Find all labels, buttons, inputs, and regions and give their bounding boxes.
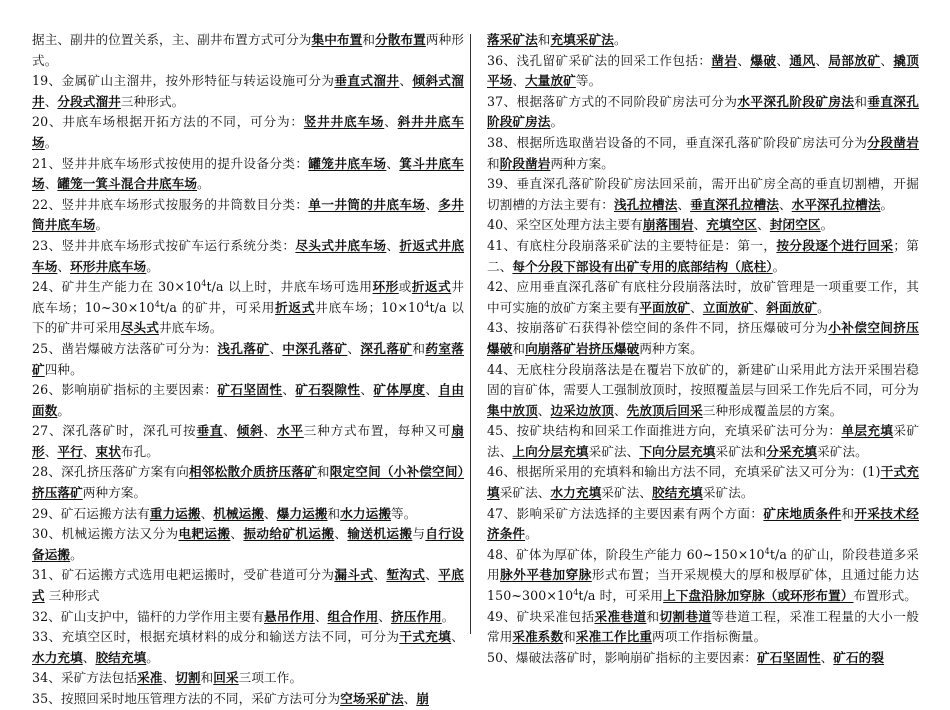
question-text: 。	[44, 134, 58, 150]
question-text: 和	[362, 32, 376, 47]
question-text: 采矿法、	[499, 485, 551, 501]
answer-text: 重力运搬	[149, 505, 201, 521]
answer-text: 矿石坚固性	[757, 649, 821, 665]
answer-text: 水力充填	[32, 649, 83, 665]
answer-text: 倾斜式溜井	[32, 73, 464, 109]
question-text: 三种形式	[44, 588, 100, 604]
question-item	[32, 524, 464, 565]
answer-text: 环形	[372, 279, 399, 295]
question-text: 。	[146, 258, 159, 274]
answer-text: 尽头式	[120, 320, 159, 336]
question-text: 。	[613, 32, 627, 47]
question-text: 32、矿山支护中，锚杆的力学作用主要有	[32, 608, 265, 624]
question-text: 据主、副井的位置关系，主、副井布置方式可分为	[32, 32, 312, 47]
question-item	[487, 51, 919, 92]
question-text: 和	[327, 505, 341, 521]
column-divider	[470, 34, 471, 634]
question-text: 、	[44, 93, 58, 109]
answer-text: 爆力运搬	[276, 505, 328, 521]
question-text: 或	[398, 279, 412, 295]
question-text: 34、采矿方法包括	[32, 670, 138, 686]
question-text: 、	[820, 649, 834, 665]
answer-text: 通风	[789, 52, 816, 68]
question-text: 。	[57, 402, 71, 418]
answer-text: 采准工作比重	[575, 629, 653, 645]
answer-text: 上向分层充填	[512, 443, 589, 459]
answer-text: 局部放矿	[828, 52, 881, 68]
question-item	[32, 154, 464, 195]
question-text: 41、有底柱分段崩落采矿法的主要特征是：第一，	[487, 237, 777, 253]
answer-text: 下向分层充填	[639, 443, 716, 459]
question-item	[487, 215, 919, 236]
question-text: 36、浅孔留矿采矿法的回采工作包括：	[487, 52, 712, 68]
question-text: 42、应用垂直深孔落矿有底柱分段崩落法时，放矿管理是一项重要工作，其中可实施的放矿方案主要有	[487, 279, 919, 315]
question-text: 、	[230, 526, 244, 542]
question-item	[32, 195, 464, 236]
question-text: 47、影响采矿方法选择的主要因素有两个方面：	[487, 505, 764, 521]
answer-text: 上下盘沿脉加穿脉（或环形布置）	[663, 588, 854, 604]
question-text: 44、无底柱分段崩落法是在覆岩下放矿的，新建矿山采用此方法开采围岩稳固的盲矿体，需要人工强制放顶时，按照覆盖层与回采工作先后不同，可分为	[487, 361, 919, 398]
answer-text: 立面放矿	[702, 299, 754, 315]
question-text: 、	[753, 299, 767, 315]
question-text: 和	[412, 340, 426, 356]
answer-text: 束状	[95, 443, 121, 459]
question-item	[487, 133, 919, 174]
question-text: 布孔。	[120, 443, 159, 459]
left-column	[32, 30, 464, 710]
answer-text: 向崩落矿岩挤压爆破	[525, 340, 640, 356]
answer-text: 竖井井底车场	[303, 114, 385, 130]
superscript: 4	[573, 587, 579, 597]
question-item	[487, 462, 919, 503]
question-item	[487, 236, 919, 277]
question-text: 与	[412, 526, 426, 542]
answer-text: 折返式井底车场	[32, 237, 465, 274]
question-text: 。	[70, 546, 83, 562]
question-text: 、	[425, 196, 439, 212]
question-item	[487, 607, 919, 648]
superscript: 4	[154, 299, 160, 309]
answer-text: 垂直式溜井	[334, 73, 400, 89]
answer-text: 阶段凿岩	[499, 155, 551, 171]
question-text: 三种形式。	[120, 93, 185, 109]
question-item	[487, 545, 919, 607]
question-text: t/a 的矿井，可采用	[159, 299, 276, 315]
answer-text: 充填空区	[706, 217, 758, 233]
answer-text: 折返式	[411, 279, 452, 295]
question-text: 井底车场；10×10	[315, 299, 425, 315]
answer-text: 空场采矿法	[340, 691, 404, 706]
question-text: 和	[487, 155, 500, 171]
superscript: 4	[201, 278, 207, 288]
question-text: 25、凿岩爆破方法落矿可分为：	[32, 340, 218, 356]
question-text: 、	[263, 423, 277, 439]
question-item	[32, 339, 464, 380]
answer-text: 挤压作用	[391, 608, 442, 624]
answer-text: 大量放矿	[525, 73, 576, 89]
question-text: 38、根据所选取凿岩设备的不同，垂直深孔落矿阶段矿房法可分为	[487, 134, 868, 150]
question-item	[32, 689, 464, 710]
answer-text: 采准系数	[512, 629, 564, 645]
question-text: 、	[737, 52, 751, 68]
question-text: t/a 的矿山，阶段巷道多采用	[487, 546, 919, 583]
question-text: 、	[334, 526, 348, 542]
answer-text: 罐笼井底车场	[308, 155, 387, 171]
answer-text: 小补偿空间挤压爆破	[487, 320, 919, 356]
answer-text: 水平	[276, 423, 304, 439]
question-text: 三种形成覆盖层的方案。	[702, 402, 843, 418]
question-item	[487, 421, 919, 462]
answer-text: 集中布置	[311, 32, 363, 47]
question-text: 。	[820, 217, 834, 233]
question-text: 、	[384, 114, 398, 130]
answer-text: 按分段逐个进行回采	[776, 237, 894, 253]
question-text: 两种形式。	[32, 32, 464, 68]
question-text: 、	[613, 402, 627, 418]
question-text: 、	[200, 505, 214, 521]
question-text: 三种方式布置，每种又可	[303, 423, 452, 439]
question-text: 和	[646, 608, 660, 624]
question-text: 采矿法。	[702, 485, 754, 501]
answer-text: 矿体厚度	[373, 382, 426, 398]
question-text: 、	[690, 299, 703, 315]
question-text: 和	[316, 464, 330, 480]
question-text: 三项工作。	[238, 670, 303, 686]
question-text: 、	[403, 691, 417, 706]
question-text: 35、按照回采时地压管理方法的不同，采矿方法可分为	[32, 691, 341, 706]
question-text: 形式布置；当开采规模大的厚和极厚矿体，且通过能力达 150~300×10	[487, 567, 920, 604]
answer-text: 平面放矿	[639, 299, 691, 315]
answer-text: 矿石裂隙性	[295, 382, 361, 398]
answer-text: 漏斗式	[334, 567, 374, 583]
question-text: 43、按崩落矿石获得补偿空间的条件不同，挤压爆破可分为	[487, 320, 829, 336]
question-text: t/a 以下的矿井可采用	[32, 299, 465, 336]
question-text: 、	[378, 608, 391, 624]
answer-text: 浅孔拉槽法	[613, 196, 678, 212]
answer-text: 罐笼一箕斗混合井底车场	[57, 176, 198, 192]
answer-text: 凿岩	[711, 52, 738, 68]
question-item	[32, 380, 464, 421]
answer-text: 平行	[57, 443, 83, 459]
answer-text: 单层充填	[841, 423, 894, 439]
answer-text: 倾斜	[236, 423, 264, 439]
question-text: 、	[44, 176, 58, 192]
answer-text: 脉外平巷加穿脉	[500, 567, 592, 583]
answer-text: 集中放顶	[487, 402, 538, 418]
question-text: 39、垂直深孔落矿阶段矿房法回采前，需开出矿房全高的垂直切割槽，开掘切割槽的方法主要有：	[487, 176, 919, 212]
answer-text: 水平深孔拉槽法	[791, 196, 881, 212]
question-text: 。	[525, 526, 538, 542]
question-text: 27、深孔落矿时，深孔可按	[32, 423, 197, 439]
question-text: 四种。	[44, 361, 83, 377]
question-item	[487, 648, 919, 669]
question-text: 、	[677, 196, 691, 212]
question-text: 。	[95, 217, 109, 233]
answer-text: 采准巷道	[594, 608, 647, 624]
question-text: 。	[197, 176, 210, 192]
answer-text: 单一井筒的井底车场	[308, 196, 426, 212]
question-text: 24、矿井生产能力在 30×10	[32, 279, 202, 295]
answer-text: 限定空间（小补偿空间）挤压落矿	[32, 464, 465, 501]
question-text: 、	[693, 217, 707, 233]
answer-text: 斜井井底车场	[32, 114, 465, 150]
question-text: 、	[347, 340, 361, 356]
question-text: 、	[264, 505, 277, 521]
answer-text: 电耙运搬	[178, 526, 231, 542]
question-text: 两种方案。	[82, 485, 147, 501]
question-text: 、	[815, 52, 829, 68]
answer-text: 采准	[137, 670, 163, 686]
question-text: 49、矿块采准包括	[487, 608, 595, 624]
question-text: 和	[854, 93, 868, 109]
answer-text: 堑沟式	[386, 567, 426, 583]
answer-text: 平底式	[32, 567, 464, 604]
question-item	[32, 112, 464, 153]
answer-text: 浅孔落矿	[217, 340, 270, 356]
answer-text: 矿床地质条件	[763, 505, 842, 521]
answer-text: 崩落围岩	[642, 217, 694, 233]
question-text: 采矿法、	[601, 485, 653, 501]
question-text: 37、根据落矿方式的不同阶段矿房法可分为	[487, 93, 738, 109]
question-text: 两项工作指标衡量。	[652, 629, 767, 645]
question-item	[487, 360, 919, 422]
question-item	[32, 607, 464, 628]
answer-text: 环形井底车场	[70, 258, 147, 274]
question-text: 、	[386, 237, 400, 253]
question-text: 21、竖井井底车场形式按使用的提升设备分类：	[32, 155, 309, 171]
question-text: 33、充填空区时，根据充填材料的成分和输送方法不同，可分为	[32, 629, 400, 645]
question-text: 采矿法。	[817, 443, 868, 459]
answer-text: 矿石坚固性	[217, 382, 283, 398]
question-text: 50、爆破法落矿时，影响崩矿指标的主要因素：	[487, 649, 758, 665]
question-text: 28、深孔挤压落矿方案有向	[32, 464, 190, 480]
question-text: 、	[776, 52, 790, 68]
question-text: 20、井底车场根据开拓方法的不同，可分为：	[32, 114, 304, 130]
question-text: 和	[537, 32, 551, 47]
question-text: 、	[162, 670, 176, 686]
question-item	[32, 668, 464, 689]
question-item	[32, 504, 464, 525]
question-text: 22、竖井井底车场形式按服务的井筒数目分类：	[32, 196, 309, 212]
question-text: 45、按矿块结构和回采工作面推进方向，充填采矿法可分为：	[487, 423, 842, 439]
question-text: 等巷道工程，采准工程量的大小一般常用	[487, 608, 919, 645]
question-text: 、	[82, 649, 96, 665]
question-text: 、	[512, 73, 526, 89]
answer-text: 尽头式井底车场	[295, 237, 387, 253]
question-text: 40、采空区处理方法主要有	[487, 217, 643, 233]
answer-text: 机械运搬	[213, 505, 265, 521]
question-text: 和	[512, 340, 526, 356]
answer-text: 自由面数	[32, 382, 465, 418]
question-item	[487, 92, 919, 133]
question-text: 。	[146, 649, 159, 665]
question-text: 、	[451, 629, 464, 645]
right-column	[487, 30, 919, 668]
answer-text: 振动给矿机运搬	[243, 526, 335, 542]
question-item	[487, 504, 919, 545]
question-text: 、	[282, 382, 296, 398]
superscript: 4	[424, 299, 430, 309]
question-text: 和	[563, 629, 576, 645]
question-item	[487, 277, 919, 318]
question-text: 采矿法、	[487, 423, 920, 459]
answer-text: 分段凿岩	[867, 134, 919, 150]
answer-text: 切割巷道	[659, 608, 712, 624]
question-text: 48、矿体为厚矿体，阶段生产能力 60~150×10	[487, 546, 765, 562]
answer-text: 组合作用	[327, 608, 379, 624]
answer-text: 药室落矿	[32, 340, 465, 377]
answer-text: 悬吊作用	[264, 608, 315, 624]
superscript: 4	[764, 546, 770, 556]
question-text: 、	[537, 402, 551, 418]
question-text: 采矿法、	[588, 443, 640, 459]
question-text: 布置形式。	[853, 588, 917, 604]
answer-text: 箕斗井底车场	[32, 155, 464, 192]
answer-text: 水力运搬	[340, 505, 392, 521]
answer-text: 爆破	[750, 52, 777, 68]
answer-text: 斜面放矿	[766, 299, 818, 315]
question-text: 和	[200, 670, 214, 686]
question-text: 等。	[575, 73, 602, 89]
question-text: 、	[57, 258, 71, 274]
question-text: 、	[386, 155, 400, 171]
answer-text: 深孔落矿	[360, 340, 413, 356]
answer-text: 垂直	[196, 423, 224, 439]
answer-text: 干式充填	[487, 464, 919, 501]
answer-text: 胶结充填	[95, 649, 147, 665]
question-item	[487, 318, 919, 359]
answer-text: 充填采矿法	[550, 32, 614, 47]
answer-text: 封闭空区	[769, 217, 821, 233]
question-text: 。	[817, 299, 830, 315]
answer-text: 分采充填	[766, 443, 818, 459]
answer-text: 水平深孔阶段矿房法	[737, 93, 855, 109]
answer-text: 垂直深孔拉槽法	[690, 196, 779, 212]
answer-text: 相邻松散介质挤压落矿	[189, 464, 317, 480]
answer-text: 水力充填	[550, 485, 602, 501]
answer-text: 干式充填	[399, 629, 452, 645]
question-text: 井底车场。	[158, 320, 223, 336]
answer-text: 回采	[213, 670, 239, 686]
question-text: 23、竖井井底车场形式按矿车运行系统分类：	[32, 237, 296, 253]
answer-text: 分段式溜井	[57, 93, 121, 109]
answer-text: 先放顶后回采	[626, 402, 703, 418]
question-item	[32, 236, 464, 277]
answer-text: 切割	[175, 670, 201, 686]
question-text: 两种方案。	[639, 340, 703, 356]
question-text: 、	[399, 73, 413, 89]
question-text: 、	[44, 443, 58, 459]
answer-text: 自行设备运搬	[32, 526, 465, 562]
question-item	[32, 421, 464, 462]
question-item	[32, 627, 464, 668]
question-text: 、	[425, 382, 439, 398]
answer-text: 胶结充填	[652, 485, 703, 501]
question-text: 、	[425, 567, 439, 583]
question-text: 、	[360, 382, 374, 398]
answer-text: 矿石的裂	[833, 649, 885, 665]
question-item	[487, 30, 919, 51]
question-text: t/a 以上时，井底车场可选用	[206, 279, 373, 295]
question-text: 。	[550, 114, 564, 130]
answer-text: 边采边放顶	[550, 402, 614, 418]
answer-text: 输送机运搬	[347, 526, 413, 542]
answer-text: 扇形	[32, 423, 465, 459]
question-text: 、	[778, 196, 792, 212]
question-text: 和	[841, 505, 855, 521]
question-text: 、	[223, 423, 237, 439]
question-text: 等。	[391, 505, 417, 521]
question-item	[32, 71, 464, 112]
question-text: 、	[757, 217, 770, 233]
question-text: 、	[880, 52, 894, 68]
question-text: 30、机械运搬方法又分为	[32, 526, 179, 542]
question-text: 井底车场；10~30×10	[32, 279, 464, 315]
question-item	[487, 174, 919, 215]
answer-text: 每个分段下部设有出矿专用的底部结构（底柱）	[512, 258, 773, 274]
answer-text: 分散布置	[375, 32, 426, 47]
answer-text: 中深孔落矿	[282, 340, 348, 356]
question-text: 46、根据所采用的充填料和输出方法不同，充填采矿法又可分为：(1)	[487, 464, 881, 480]
question-text: 29、矿石运搬方法有	[32, 505, 150, 521]
answer-text: 折返式	[275, 299, 316, 315]
question-text: 26、影响崩矿指标的主要因素：	[32, 382, 218, 398]
question-text: t/a 时，可采用	[578, 588, 664, 604]
question-text: 31、矿石运搬方式选用电耙运搬时，受矿巷道可分为	[32, 567, 335, 583]
answer-text: 落采矿法	[487, 32, 538, 47]
question-text: 、	[373, 567, 387, 583]
answer-text: 开采技术经济条件	[487, 505, 919, 542]
question-text: 。	[880, 196, 894, 212]
question-text: 19、金属矿山主溜井，按外形特征与转运设施可分为	[32, 73, 335, 89]
answer-text: 垂直深孔阶段矿房法	[487, 93, 919, 130]
question-item	[32, 462, 464, 503]
question-text: 。	[772, 258, 786, 274]
question-text: 采矿法和	[715, 443, 767, 459]
answer-text: 崩	[416, 691, 430, 706]
question-item	[32, 30, 464, 71]
question-text: ；第二、	[487, 237, 919, 274]
answer-text: 撬顶平场	[487, 52, 919, 89]
question-text: 两种方案。	[550, 155, 614, 171]
question-text: 、	[269, 340, 283, 356]
answer-text: 多井筒井底车场	[32, 196, 464, 233]
question-item	[32, 277, 464, 339]
question-text: 。	[441, 608, 455, 624]
question-text: 、	[82, 443, 96, 459]
question-item	[32, 565, 464, 606]
question-text: 、	[314, 608, 328, 624]
